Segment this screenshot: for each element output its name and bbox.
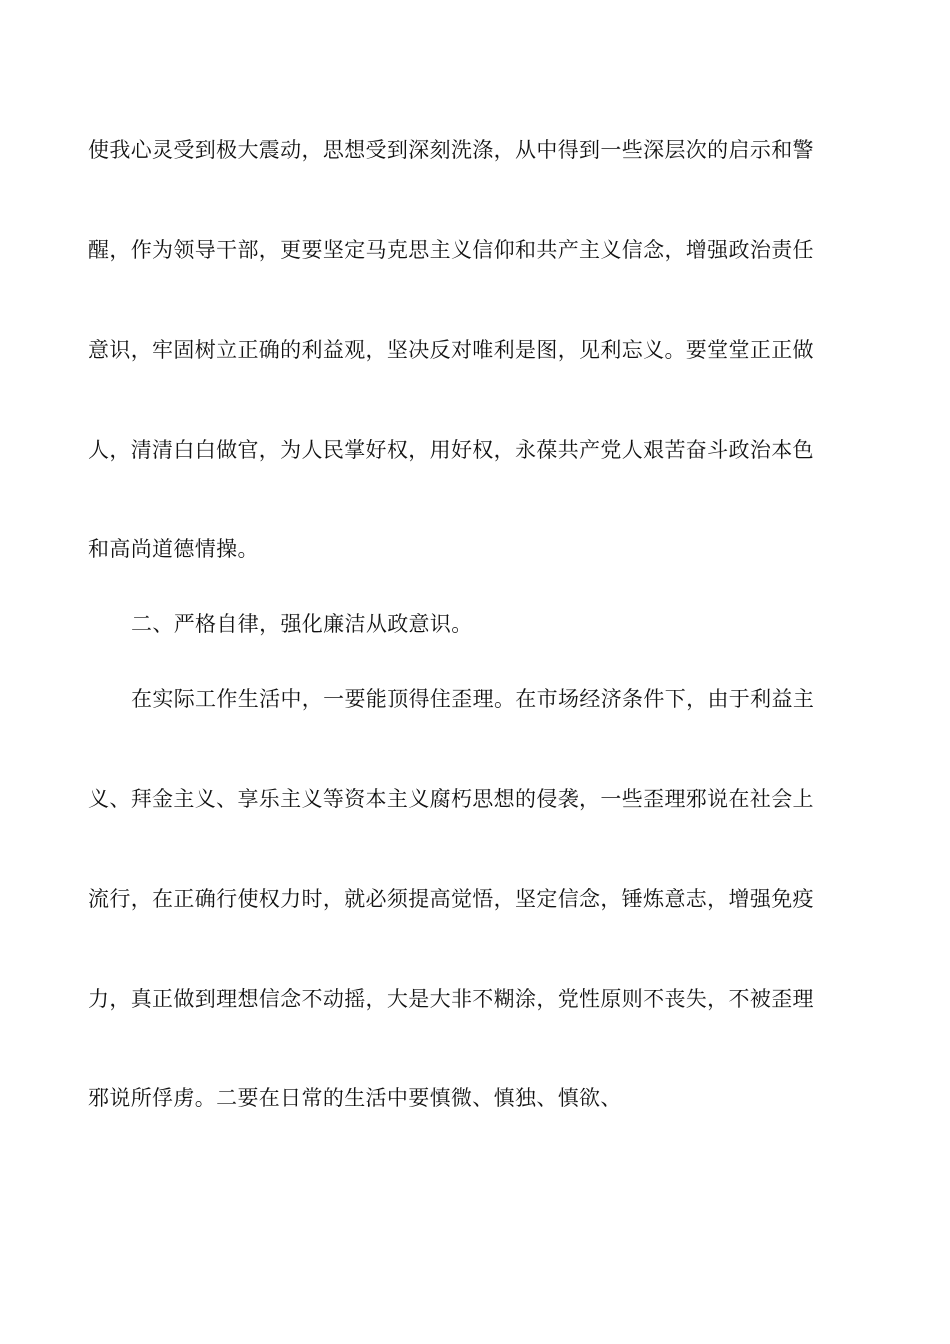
paragraph-line: 醒，作为领导干部，更要坚定马克思主义信仰和共产主义信念，增强政治责任 [88,238,814,262]
paragraph-line: 使我心灵受到极大震动，思想受到深刻洗涤，从中得到一些深层次的启示和警 [88,138,814,162]
paragraph-line: 人，清清白白做官，为人民掌好权，用好权，永葆共产党人艰苦奋斗政治本色 [88,438,814,462]
paragraph-line: 在实际工作生活中，一要能顶得住歪理。在市场经济条件下，由于利益主 [131,687,815,711]
paragraph-line: 义、拜金主义、享乐主义等资本主义腐朽思想的侵袭，一些歪理邪说在社会上 [88,787,814,811]
paragraph-line: 意识，牢固树立正确的利益观，坚决反对唯利是图，见利忘义。要堂堂正正做 [88,338,814,362]
paragraph-line: 和高尚道德情操。 [88,537,259,561]
paragraph-line: 流行，在正确行使权力时，就必须提高觉悟，坚定信念，锤炼意志，增强免疫 [88,887,814,911]
section-heading: 二、严格自律，强化廉洁从政意识。 [131,612,473,636]
paragraph-line: 力，真正做到理想信念不动摇，大是大非不糊涂，党性原则不丧失，不被歪理 [88,987,814,1011]
paragraph-line: 邪说所俘虏。二要在日常的生活中要慎微、慎独、慎欲、 [88,1086,622,1110]
